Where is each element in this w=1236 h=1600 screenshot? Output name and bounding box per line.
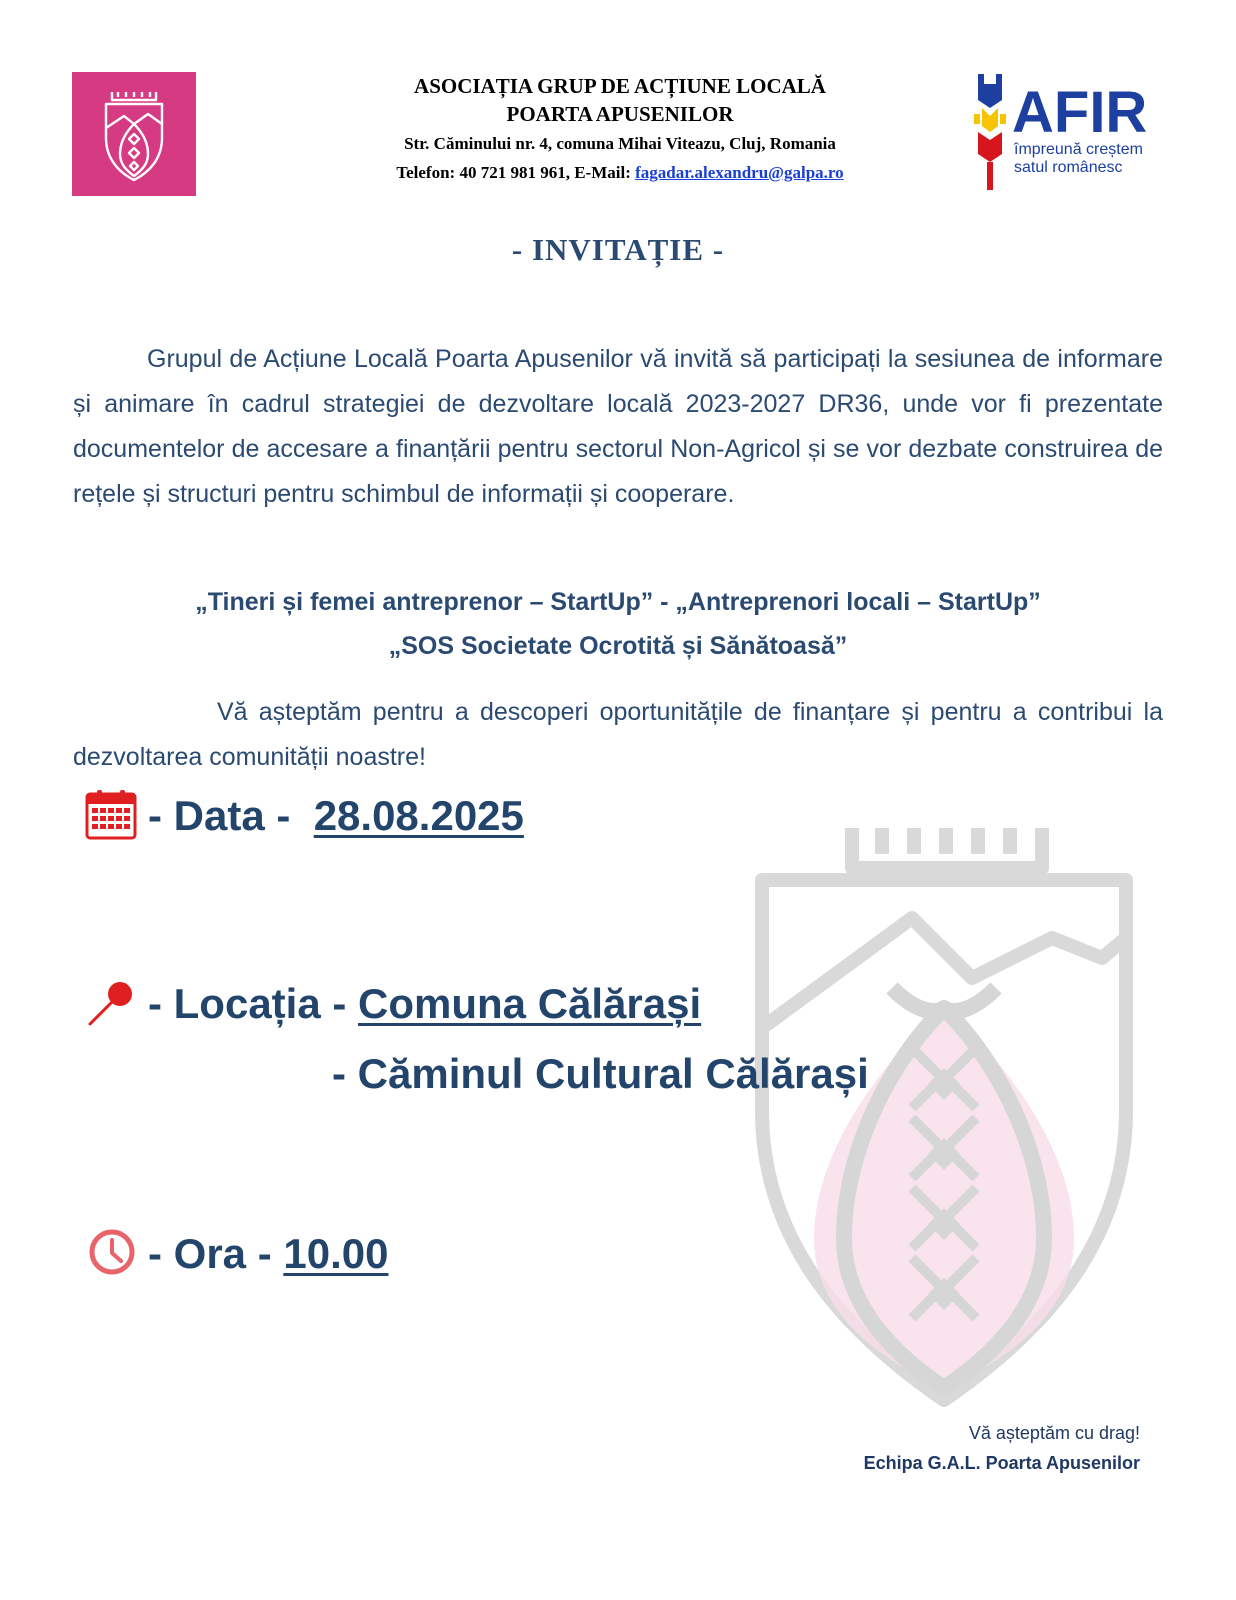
gal-logo-icon xyxy=(72,72,196,196)
clock-icon xyxy=(88,1228,136,1276)
afir-slogan-2: satul românesc xyxy=(1014,159,1123,176)
time-value: 10.00 xyxy=(283,1230,389,1277)
program-line-2: „SOS Societate Ocrotită și Sănătoasă” xyxy=(388,632,848,660)
header xyxy=(300,72,940,186)
org-address: Str. Căminului nr. 4, comuna Mihai Viteazu, Cluj, Romania xyxy=(404,134,836,153)
intro-paragraph: Grupul de Acțiune Locală Poarta Apusenilor vă invită să participați la sesiunea de informare și animare în cadrul strategiei de dezvoltare locală 2023-2027 DR36, unde vor fi prezentate documentelor de accesare a finanțării pentru sectorul Non-Agricol și se vor dezbate construirea de rețele și structuri pentru schimbul de informații și cooperare. xyxy=(73,345,1163,508)
map-pin-icon xyxy=(86,980,138,1028)
invite-paragraph: Vă așteptăm pentru a descoperi oportunitățile de finanțare și pentru a contribui la dezvoltarea comunității noastre! xyxy=(73,698,1163,771)
org-name-line1: ASOCIAȚIA GRUP DE ACȚIUNE LOCALĂ xyxy=(414,74,826,98)
email-link[interactable]: fagadar.alexandru@galpa.ro xyxy=(635,163,844,182)
calendar-icon xyxy=(85,790,137,840)
page-title: - INVITAȚIE - xyxy=(511,232,725,267)
org-contact xyxy=(300,159,940,186)
program-line-1: „Tineri și femei antreprenor – StartUp” - „Antreprenori locali – StartUp” xyxy=(195,588,1041,616)
org-name-line2: POARTA APUSENILOR xyxy=(506,102,734,126)
date-label: - Data - xyxy=(148,792,303,839)
afir-slogan-1: împreună creștem xyxy=(1014,141,1143,158)
afir-name: AFIR xyxy=(1012,80,1148,145)
location-value: Comuna Călărași xyxy=(358,980,702,1027)
location-row xyxy=(148,980,701,1028)
program-names xyxy=(0,580,1236,668)
watermark-crest-icon xyxy=(752,818,1136,1408)
closing-team: Echipa G.A.L. Poarta Apusenilor xyxy=(863,1453,1140,1473)
phone-text: Telefon: 40 721 981 961, E-Mail: xyxy=(396,163,636,182)
closing xyxy=(864,1418,1140,1478)
date-row xyxy=(148,792,524,840)
location-label: - Locația - xyxy=(148,980,359,1027)
time-row xyxy=(148,1230,388,1278)
date-value: 28.08.2025 xyxy=(313,792,524,839)
closing-line: Vă așteptăm cu drag! xyxy=(968,1423,1140,1443)
afir-logo-icon xyxy=(974,74,1164,192)
time-label: - Ora - xyxy=(148,1230,284,1277)
venue-line: - Căminul Cultural Călărași xyxy=(332,1050,869,1097)
